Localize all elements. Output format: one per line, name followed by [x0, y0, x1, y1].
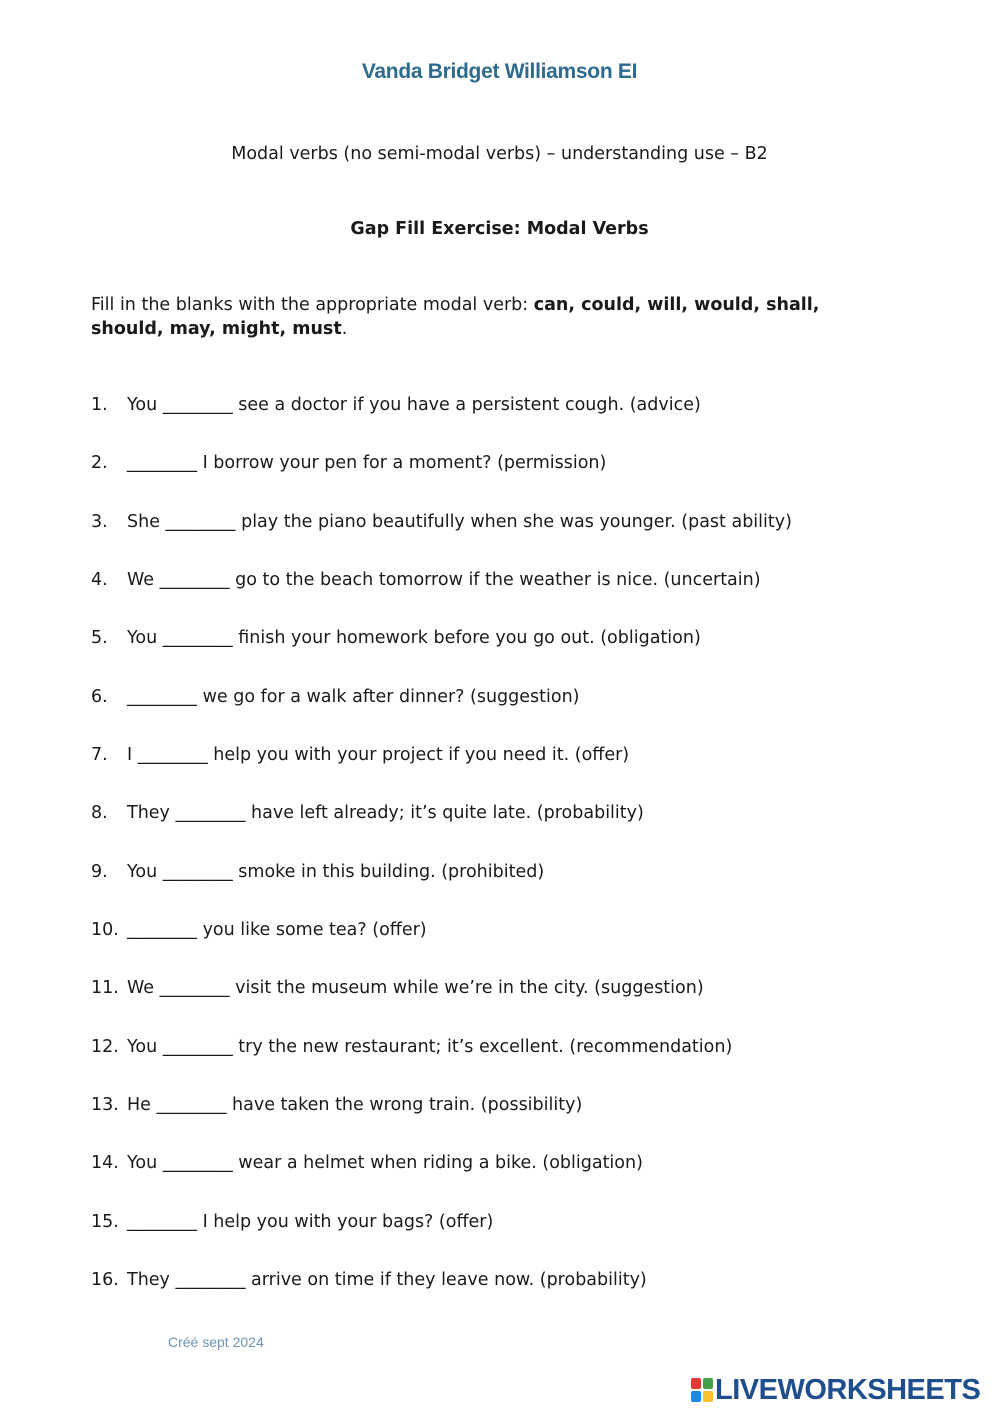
question-text: ________ I borrow your pen for a moment? (permission)	[127, 453, 607, 474]
question-list	[91, 393, 911, 1326]
question-number: 16.	[91, 1269, 119, 1290]
question-text: ________ I help you with your bags? (offer)	[127, 1211, 494, 1232]
question-item	[91, 860, 911, 918]
question-number: 11.	[91, 978, 119, 999]
question-item	[91, 801, 911, 859]
logo-cell	[703, 1391, 713, 1402]
instructions-verbs: can, could, will, would, shall, should, may, might, must	[91, 295, 820, 339]
question-text: She ________ play the piano beautifully when she was younger. (past ability)	[127, 511, 792, 532]
question-text: They ________ have left already; it’s quite late. (probability)	[127, 803, 644, 824]
question-number: 2.	[91, 453, 108, 474]
question-item	[91, 451, 911, 509]
question-number: 1.	[91, 395, 108, 415]
liveworksheets-logo-icon	[691, 1378, 713, 1402]
question-text: They ________ arrive on time if they leave now. (probability)	[127, 1269, 647, 1290]
question-item	[91, 393, 911, 451]
question-item	[91, 1268, 911, 1326]
liveworksheets-brand[interactable]	[691, 1372, 980, 1408]
question-number: 8.	[91, 803, 108, 824]
question-number: 6.	[91, 686, 108, 707]
question-item	[91, 510, 911, 568]
question-text: You ________ finish your homework before you go out. (obligation)	[127, 628, 701, 649]
question-item	[91, 626, 911, 684]
instructions-end: .	[341, 319, 348, 339]
question-text: ________ you like some tea? (offer)	[127, 919, 427, 940]
question-text: He ________ have taken the wrong train. (possibility)	[127, 1094, 583, 1115]
question-item	[91, 976, 911, 1034]
author-name-header: Vanda Bridget Williamson EI	[361, 60, 638, 83]
question-item	[91, 1035, 911, 1093]
question-item	[91, 568, 911, 626]
instructions-lead: Fill in the blanks with the appropriate modal verb:	[91, 295, 534, 315]
question-number: 5.	[91, 628, 108, 649]
question-text: You ________ see a doctor if you have a persistent cough. (advice)	[127, 395, 701, 415]
logo-cell	[703, 1378, 713, 1389]
question-number: 15.	[91, 1211, 119, 1232]
question-item	[91, 1210, 911, 1268]
question-item	[91, 743, 911, 801]
question-number: 9.	[91, 861, 108, 882]
logo-cell	[691, 1391, 701, 1402]
question-number: 4.	[91, 569, 108, 590]
question-number: 13.	[91, 1094, 119, 1115]
question-item	[91, 685, 911, 743]
question-text: I ________ help you with your project if you need it. (offer)	[127, 744, 630, 765]
question-item	[91, 918, 911, 976]
question-text: You ________ smoke in this building. (prohibited)	[127, 861, 545, 882]
question-text: You ________ try the new restaurant; it’s excellent. (recommendation)	[127, 1036, 733, 1057]
question-number: 7.	[91, 744, 108, 765]
logo-cell	[691, 1378, 701, 1389]
creation-date: Créé sept 2024	[168, 1334, 264, 1350]
question-number: 10.	[91, 919, 119, 940]
exercise-title: Gap Fill Exercise: Modal Verbs	[350, 219, 649, 239]
worksheet-subtitle: Modal verbs (no semi-modal verbs) – understanding use – B2	[231, 144, 768, 164]
question-text: ________ we go for a walk after dinner? (suggestion)	[127, 686, 580, 707]
instructions	[91, 293, 891, 341]
question-item	[91, 1093, 911, 1151]
question-text: You ________ wear a helmet when riding a bike. (obligation)	[127, 1153, 643, 1174]
question-number: 12.	[91, 1036, 119, 1057]
question-number: 14.	[91, 1153, 119, 1174]
question-number: 3.	[91, 511, 108, 532]
question-text: We ________ go to the beach tomorrow if the weather is nice. (uncertain)	[127, 569, 761, 590]
question-item	[91, 1151, 911, 1209]
question-text: We ________ visit the museum while we’re in the city. (suggestion)	[127, 978, 704, 999]
brand-wordmark: LIVEWORKSHEETS	[715, 1373, 981, 1406]
